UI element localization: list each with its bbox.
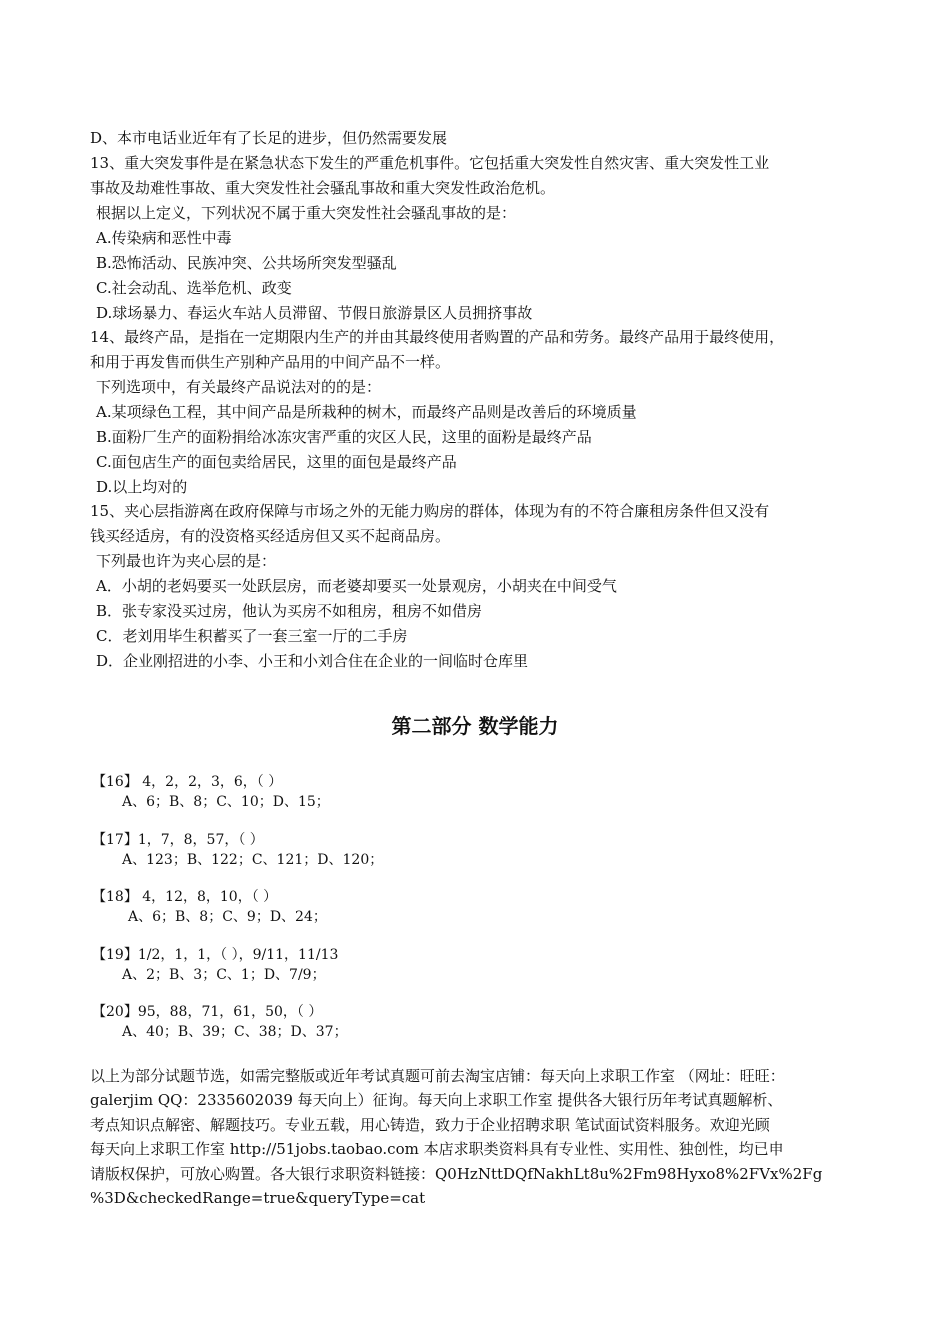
option-c: C.社会动乱、选举危机、政变	[96, 279, 292, 297]
option-d: D.以上均对的	[96, 478, 188, 496]
question-18-options: A、6；B、8；C、9；D、24；	[128, 909, 327, 925]
question-14-stem: 14、最终产品，是指在一定期限内生产的并由其最终使用者购置的产品和劳务。最终产品用于最终使用，	[90, 328, 785, 346]
option-c: C．老刘用毕生积蓄买了一套三室一厅的二手房	[96, 627, 408, 645]
question-14-prompt: 下列选项中，有关最终产品说法对的的是：	[96, 378, 382, 396]
option-d: D．企业刚招进的小李、小王和小刘合住在企业的一间临时仓库里	[96, 652, 529, 670]
question-18: 【18】 4，12，8，10，（ ）	[92, 889, 278, 905]
footer-line: 请版权保护，可放心购置。各大银行求职资料链接：Q0HzNttDQfNakhLt8u%2Fm98Hyxo8%2FVx%2Fg	[90, 1165, 823, 1183]
text-line: 钱买经适房，有的没资格买经适房但又买不起商品房。	[90, 527, 451, 545]
question-13-prompt: 根据以上定义，下列状况不属于重大突发性社会骚乱事故的是：	[96, 204, 517, 222]
footer-line: 每天向上求职工作室 http://51jobs.taobao.com 本店求职类资料具有专业性、实用性、独创性，均已申	[90, 1140, 784, 1158]
question-20-options: A、40；B、39；C、38；D、37；	[122, 1024, 348, 1040]
option-b: B．张专家没买过房，他认为买房不如租房，租房不如借房	[96, 602, 483, 620]
question-15-stem: 15、夹心层指游离在政府保障与市场之外的无能力购房的群体，体现为有的不符合廉租房条件但又没有	[90, 502, 770, 520]
option-a: A.某项绿色工程，其中间产品是所栽种的树木，而最终产品则是改善后的环境质量	[96, 403, 637, 421]
question-16-options: A、6；B、8；C、10；D、15；	[122, 794, 330, 810]
footer-line: galerjim QQ：2335602039 每天向上）征询。每天向上求职工作室 提供各大银行历年考试真题解析、	[90, 1091, 783, 1109]
question-16: 【16】 4，2，2，3，6，（ ）	[92, 774, 283, 790]
text-line: 和用于再发售而供生产别种产品用的中间产品不一样。	[90, 353, 451, 371]
question-19-options: A、2；B、3；C、1；D、7/9；	[122, 967, 326, 983]
option-c: C.面包店生产的面包卖给居民，这里的面包是最终产品	[96, 453, 457, 471]
question-20: 【20】95，88，71，61，50，（ ）	[92, 1004, 323, 1020]
footer-line: 考点知识点解密、解题技巧。专业五载，用心铸造，致力于企业招聘求职 笔试面试资料服务。欢迎光顾	[90, 1116, 770, 1134]
question-17-options: A、123；B、122；C、121；D、120；	[122, 852, 384, 868]
question-19: 【19】1/2，1，1，（ ），9/11，11/13	[92, 947, 339, 963]
option-b: B.面粉厂生产的面粉捐给冰冻灾害严重的灾区人民，这里的面粉是最终产品	[96, 428, 592, 446]
footer-line: 以上为部分试题节选，如需完整版或近年考试真题可前去淘宝店铺：每天向上求职工作室 （网址：旺旺：	[90, 1067, 785, 1085]
footer-line: %3D&checkedRange=true&queryType=cat	[90, 1189, 426, 1207]
question-15-prompt: 下列最也许为夹心层的是：	[96, 552, 277, 570]
question-17: 【17】1，7，8，57，（ ）	[92, 832, 264, 848]
text-line: D、本市电话业近年有了长足的进步，但仍然需要发展	[90, 129, 448, 147]
section-title: 第二部分 数学能力	[391, 714, 559, 738]
question-13-stem: 13、重大突发事件是在紧急状态下发生的严重危机事件。它包括重大突发性自然灾害、重大突发性工业	[90, 154, 770, 172]
option-d: D.球场暴力、春运火车站人员滞留、节假日旅游景区人员拥挤事故	[96, 304, 533, 322]
option-b: B.恐怖活动、民族冲突、公共场所突发型骚乱	[96, 254, 397, 272]
option-a: A.传染病和恶性中毒	[96, 229, 232, 247]
text-line: 事故及劫难性事故、重大突发性社会骚乱事故和重大突发性政治危机。	[90, 179, 556, 197]
option-a: A．小胡的老妈要买一处跃层房，而老婆却要买一处景观房，小胡夹在中间受气	[96, 577, 617, 595]
